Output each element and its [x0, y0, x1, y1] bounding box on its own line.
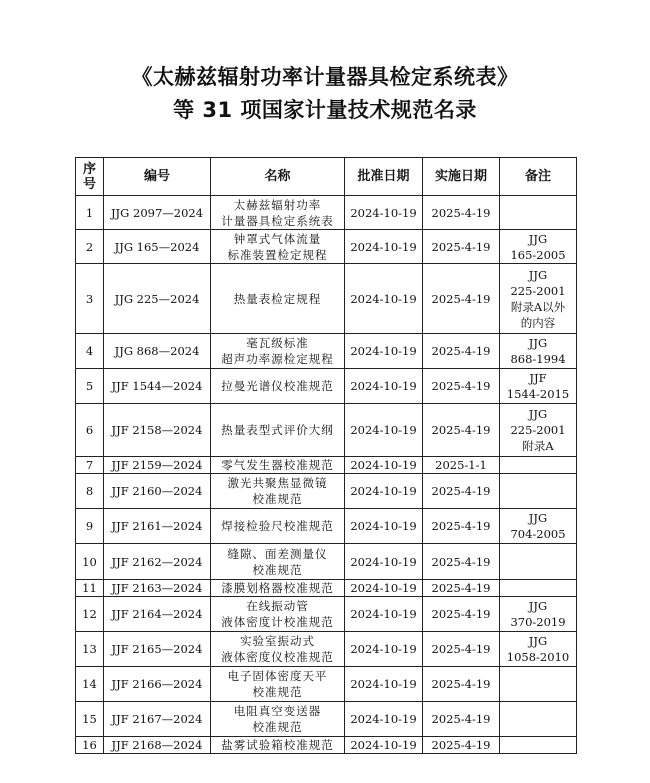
cell-implement-date: 2025-4-19: [423, 369, 500, 404]
table-row: [76, 509, 577, 544]
cell-implement-date: 2025-4-19: [423, 474, 500, 509]
cell-implement-date: 2025-4-19: [423, 230, 500, 264]
cell-approve-date: 2024-10-19: [345, 369, 423, 404]
cell-no: 9: [76, 509, 104, 544]
cell-note: JJG 225-2001 附录A: [500, 404, 577, 457]
table-row: [76, 580, 577, 597]
cell-code: JJG 165—2024: [104, 230, 211, 264]
cell-no: 5: [76, 369, 104, 404]
cell-note: [500, 667, 577, 702]
cell-name: 电子固体密度天平 校准规范: [211, 667, 345, 702]
cell-code: JJF 2163—2024: [104, 580, 211, 597]
header-approve-date: 批准日期: [345, 158, 423, 196]
cell-implement-date: 2025-4-19: [423, 334, 500, 369]
cell-no: 8: [76, 474, 104, 509]
cell-name: 漆膜划格器校准规范: [211, 580, 345, 597]
cell-approve-date: 2024-10-19: [345, 667, 423, 702]
cell-implement-date: 2025-4-19: [423, 702, 500, 737]
cell-code: JJF 2159—2024: [104, 457, 211, 474]
header-name: 名称: [211, 158, 345, 196]
table-row: [76, 597, 577, 632]
cell-approve-date: 2024-10-19: [345, 196, 423, 230]
cell-name: 拉曼光谱仪校准规范: [211, 369, 345, 404]
cell-no: 12: [76, 597, 104, 632]
cell-implement-date: 2025-4-19: [423, 667, 500, 702]
cell-code: JJF 1544—2024: [104, 369, 211, 404]
cell-approve-date: 2024-10-19: [345, 632, 423, 667]
standards-table: [75, 157, 577, 754]
cell-approve-date: 2024-10-19: [345, 737, 423, 754]
table-row: [76, 737, 577, 754]
cell-implement-date: 2025-4-19: [423, 196, 500, 230]
cell-implement-date: 2025-4-19: [423, 632, 500, 667]
cell-no: 14: [76, 667, 104, 702]
table-row: [76, 196, 577, 230]
table-row: [76, 457, 577, 474]
cell-approve-date: 2024-10-19: [345, 457, 423, 474]
cell-implement-date: 2025-4-19: [423, 580, 500, 597]
header-no: 序号: [76, 158, 104, 196]
cell-implement-date: 2025-4-19: [423, 509, 500, 544]
cell-implement-date: 2025-1-1: [423, 457, 500, 474]
cell-no: 10: [76, 544, 104, 580]
cell-note: JJF 1544-2015: [500, 369, 577, 404]
cell-code: JJG 2097—2024: [104, 196, 211, 230]
cell-name: 激光共聚焦显微镜 校准规范: [211, 474, 345, 509]
cell-no: 6: [76, 404, 104, 457]
table-row: [76, 334, 577, 369]
header-implement-date: 实施日期: [423, 158, 500, 196]
cell-name: 热量表检定规程: [211, 264, 345, 334]
cell-no: 3: [76, 264, 104, 334]
cell-note: JJG 165-2005: [500, 230, 577, 264]
cell-note: JJG 704-2005: [500, 509, 577, 544]
cell-no: 16: [76, 737, 104, 754]
cell-approve-date: 2024-10-19: [345, 597, 423, 632]
cell-note: [500, 544, 577, 580]
cell-code: JJG 868—2024: [104, 334, 211, 369]
table-row: [76, 474, 577, 509]
cell-name: 盐雾试验箱校准规范: [211, 737, 345, 754]
cell-implement-date: 2025-4-19: [423, 544, 500, 580]
cell-note: [500, 474, 577, 509]
cell-note: [500, 457, 577, 474]
cell-note: [500, 580, 577, 597]
cell-code: JJF 2162—2024: [104, 544, 211, 580]
document-title: 《太赫兹辐射功率计量器具检定系统表》: [131, 65, 519, 89]
table-row: [76, 667, 577, 702]
cell-note: [500, 702, 577, 737]
cell-code: JJF 2164—2024: [104, 597, 211, 632]
cell-approve-date: 2024-10-19: [345, 404, 423, 457]
cell-name: 实验室振动式 液体密度仪校准规范: [211, 632, 345, 667]
cell-note: JJG 370-2019: [500, 597, 577, 632]
table-row: [76, 632, 577, 667]
header-code: 编号: [104, 158, 211, 196]
cell-name: 毫瓦级标准 超声功率源检定规程: [211, 334, 345, 369]
cell-approve-date: 2024-10-19: [345, 334, 423, 369]
cell-no: 2: [76, 230, 104, 264]
header-note: 备注: [500, 158, 577, 196]
cell-name: 热量表型式评价大纲: [211, 404, 345, 457]
cell-code: JJF 2158—2024: [104, 404, 211, 457]
table-body: [76, 196, 577, 754]
cell-implement-date: 2025-4-19: [423, 404, 500, 457]
cell-no: 7: [76, 457, 104, 474]
table-header-row: [76, 158, 577, 196]
cell-implement-date: 2025-4-19: [423, 737, 500, 754]
cell-no: 13: [76, 632, 104, 667]
cell-note: JJG 1058-2010: [500, 632, 577, 667]
cell-name: 焊接检验尺校准规范: [211, 509, 345, 544]
cell-name: 零气发生器校准规范: [211, 457, 345, 474]
cell-approve-date: 2024-10-19: [345, 509, 423, 544]
cell-note: [500, 737, 577, 754]
cell-no: 11: [76, 580, 104, 597]
cell-code: JJF 2167—2024: [104, 702, 211, 737]
table-row: [76, 230, 577, 264]
cell-note: JJG 225-2001 附录A以外 的内容: [500, 264, 577, 334]
cell-code: JJF 2166—2024: [104, 667, 211, 702]
cell-approve-date: 2024-10-19: [345, 264, 423, 334]
cell-no: 4: [76, 334, 104, 369]
cell-note: JJG 868-1994: [500, 334, 577, 369]
cell-name: 在线振动管 液体密度计校准规范: [211, 597, 345, 632]
cell-name: 缝隙、面差测量仪 校准规范: [211, 544, 345, 580]
cell-note: [500, 196, 577, 230]
document-subtitle: 等 31 项国家计量技术规范名录: [173, 98, 477, 122]
cell-implement-date: 2025-4-19: [423, 597, 500, 632]
table-row: [76, 369, 577, 404]
table-row: [76, 404, 577, 457]
cell-name: 太赫兹辐射功率 计量器具检定系统表: [211, 196, 345, 230]
cell-code: JJG 225—2024: [104, 264, 211, 334]
cell-no: 15: [76, 702, 104, 737]
cell-code: JJF 2168—2024: [104, 737, 211, 754]
cell-implement-date: 2025-4-19: [423, 264, 500, 334]
cell-approve-date: 2024-10-19: [345, 230, 423, 264]
table-row: [76, 264, 577, 334]
table-row: [76, 702, 577, 737]
cell-approve-date: 2024-10-19: [345, 544, 423, 580]
cell-name: 钟罩式气体流量 标准装置检定规程: [211, 230, 345, 264]
cell-approve-date: 2024-10-19: [345, 474, 423, 509]
cell-name: 电阻真空变送器 校准规范: [211, 702, 345, 737]
cell-code: JJF 2161—2024: [104, 509, 211, 544]
cell-no: 1: [76, 196, 104, 230]
table-row: [76, 544, 577, 580]
cell-approve-date: 2024-10-19: [345, 580, 423, 597]
cell-code: JJF 2160—2024: [104, 474, 211, 509]
cell-code: JJF 2165—2024: [104, 632, 211, 667]
cell-approve-date: 2024-10-19: [345, 702, 423, 737]
